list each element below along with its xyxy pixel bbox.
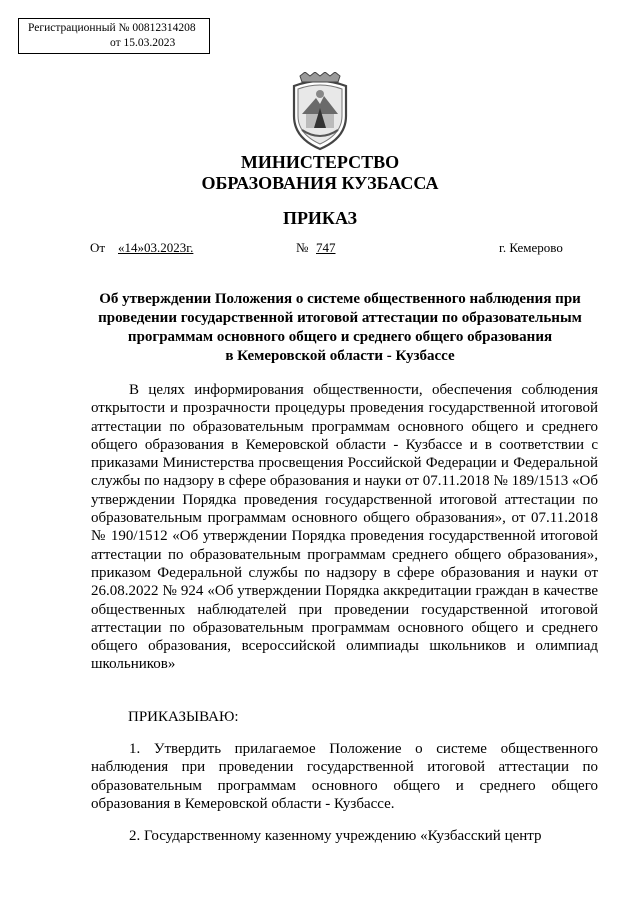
ministry-line-2: ОБРАЗОВАНИЯ КУЗБАССА [201, 173, 439, 193]
registration-number: Регистрационный № 00812314208 [28, 22, 196, 34]
order-item-2: 2. Государственному казенному учреждению «Кузбасский центр [129, 828, 542, 844]
number-label: № [296, 240, 309, 255]
order-subject [80, 290, 600, 366]
ministry-line-1: МИНИСТЕРСТВО [240, 152, 400, 172]
document-type: ПРИКАЗ [282, 208, 358, 228]
order-number: 747 [316, 240, 336, 255]
date-label: От [90, 240, 106, 255]
ministry-name [0, 152, 640, 194]
registration-date: от 15.03.2023 [110, 37, 176, 49]
subject-line-2: проведении государственной итоговой аттестации по образовательным [98, 310, 582, 326]
subject-line-1: Об утверждении Положения о системе общественного наблюдения при [99, 291, 581, 307]
order-date: «14»03.2023г. [118, 240, 194, 255]
preamble-paragraph: В целях информирования общественности, обеспечения соблюдения открытости и прозрачности процедуры проведения государственной итоговой аттестации по образовательным программам основного общего и среднего общего образования в Кемеровской области - Кузбассе и в соответствии с приказами Министерства просвещения Российской Федерации и Федеральной службы по надзору в сфере образования и науки от 07.11.2018 № 189/1513 «Об утверждении Порядка проведения государственной итоговой аттестации по образовательным программам основного общего образования», от 07.11.2018 № 190/1512 «Об утверждении Порядка проведения государственной итоговой аттестации по образовательным программам среднего общего образования», приказом Федеральной службы по надзору в сфере образования и науки от 26.08.2022 № 924 «Об утверждении Порядка аккредитации граждан в качестве общественных наблюдателей при проведении государственной итоговой аттестации по образовательным программам основного общего и среднего общего образования, всероссийской олимпиады школьников и олимпиад школьников» [91, 382, 598, 673]
order-item-1: 1. Утвердить прилагаемое Положение о системе общественного наблюдения при проведении государственной итоговой аттестации по образовательным программам основного общего и среднего общего образования в Кемеровской области - Кузбассе. [91, 741, 598, 812]
kuzbass-coat-of-arms-icon [288, 72, 352, 152]
subject-line-4: в Кемеровской области - Кузбассе [225, 348, 455, 364]
city-name: г. Кемерово [499, 240, 563, 255]
registration-stamp [18, 18, 210, 54]
orders-heading: ПРИКАЗЫВАЮ: [128, 709, 239, 725]
subject-line-3: программам основного общего и среднего общего образования [127, 329, 553, 345]
